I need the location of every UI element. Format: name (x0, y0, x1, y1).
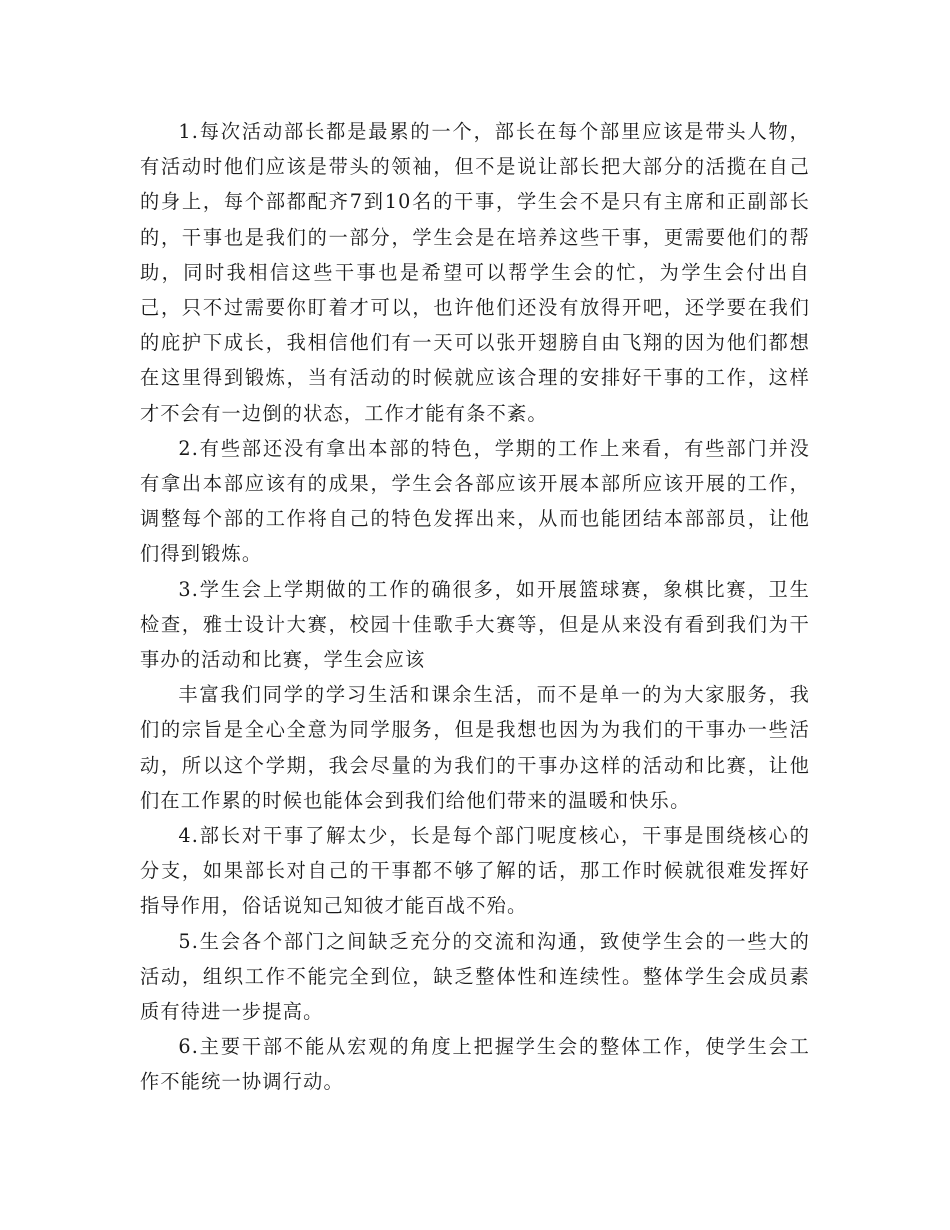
paragraph-6: 5.生会各个部门之间缺乏充分的交流和沟通，致使学生会的一些大的活动，组织工作不能完全到位，缺乏整体性和连续性。整体学生会成员素质有待进一步提高。 (140, 929, 810, 1024)
paragraph-7: 6.主要干部不能从宏观的角度上把握学生会的整体工作，使学生会工作不能统一协调行动。 (140, 1035, 810, 1094)
paragraph-3: 3.学生会上学期做的工作的确很多，如开展篮球赛，象棋比赛，卫生检查，雅士设计大赛，校园十佳歌手大赛等，但是从来没有看到我们为干事办的活动和比赛，学生会应该 (140, 577, 810, 672)
paragraph-5: 4.部长对干事了解太少，长是每个部门呢度核心，干事是围绕核心的分支，如果部长对自己的干事都不够了解的话，那工作时候就很难发挥好指导作用，俗话说知己知彼才能百战不殆。 (140, 824, 810, 918)
paragraph-1: 1.每次活动部长都是最累的一个，部长在每个部里应该是带头人物，有活动时他们应该是带头的领袖，但不是说让部长把大部分的活揽在自己的身上，每个部都配齐7到10名的干事，学生会不是只有主席和正副部长的，干事也是我们的一部分，学生会是在培养这些干事，更需要他们的帮助，同时我相信这些干事也是希望可以帮学生会的忙，为学生会付出自己，只不过需要你盯着才可以，也许他们还没有放得开吧，还学要在我们的庇护下成长，我相信他们有一天可以张开翅膀自由飞翔的因为他们都想在这里得到锻炼，当有活动的时候就应该合理的安排好干事的工作，这样才不会有一边倒的状态，工作才能有条不紊。 (140, 120, 810, 425)
paragraph-4: 丰富我们同学的学习生活和课余生活，而不是单一的为大家服务，我们的宗旨是全心全意为同学服务，但是我想也因为为我们的干事办一些活动，所以这个学期，我会尽量的为我们的干事办这样的活动和比赛，让他们在工作累的时候也能体会到我们给他们带来的温暖和快乐。 (140, 683, 810, 812)
paragraph-2: 2.有些部还没有拿出本部的特色，学期的工作上来看，有些部门并没有拿出本部应该有的成果，学生会各部应该开展本部所应该开展的工作，调整每个部的工作将自己的特色发挥出来，从而也能团结本部部员，让他们得到锻炼。 (140, 436, 810, 566)
